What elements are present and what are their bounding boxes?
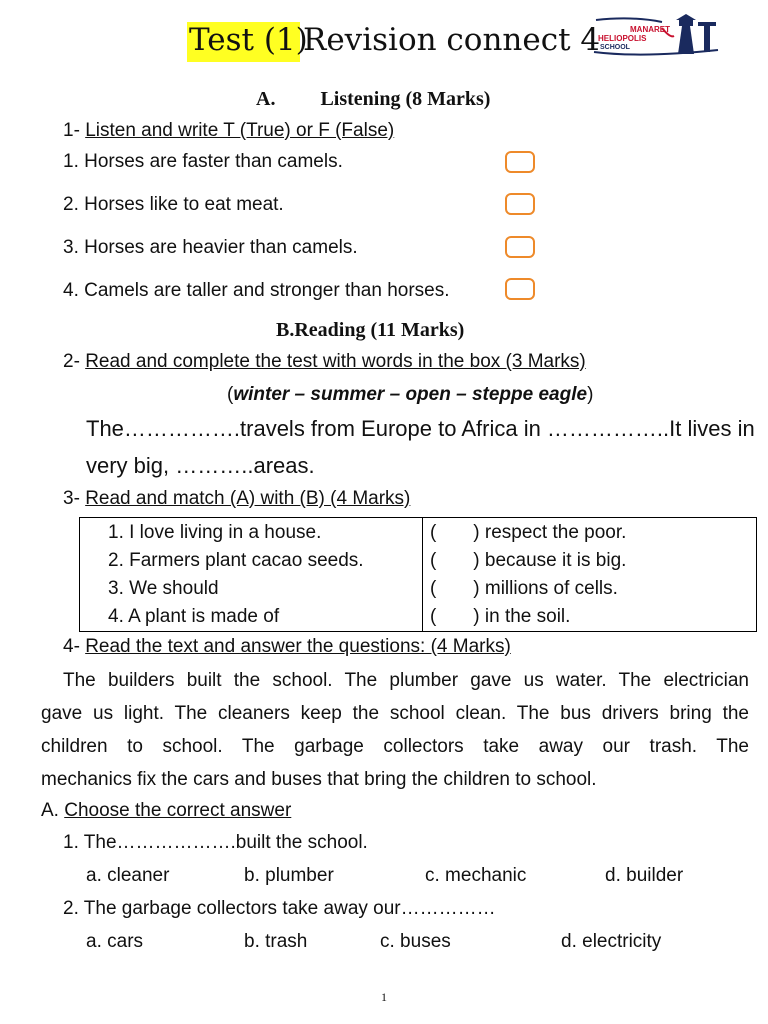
answer-box-4[interactable] — [505, 278, 535, 300]
passage-line: children to school. The garbage collectors take away our trash. The — [41, 736, 749, 757]
answer-box-1[interactable] — [505, 151, 535, 173]
match-b-item[interactable]: ( ) millions of cells. — [430, 578, 618, 599]
word-box-words: winter – summer – open – steppe eagle — [233, 384, 588, 405]
match-a-item: 1. I love living in a house. — [108, 522, 322, 543]
passage-line: gave us light. The cleaners keep the school clean. The bus drivers bring the — [41, 703, 749, 724]
mcq-question-1: 1. The……………….built the school. — [63, 832, 368, 853]
mcq-question-2: 2. The garbage collectors take away our…………… — [63, 898, 496, 919]
match-b-item[interactable]: ( ) because it is big. — [430, 550, 627, 571]
listening-heading-text: Listening (8 Marks) — [320, 88, 491, 110]
match-table — [79, 517, 757, 632]
school-logo — [592, 14, 722, 58]
mcq-option[interactable]: b. trash — [244, 931, 308, 952]
mcq-option[interactable]: b. plumber — [244, 865, 334, 886]
reading-heading: B.Reading (11 Marks) — [276, 319, 465, 341]
title-revision-label: Revision connect 4 — [303, 22, 601, 58]
match-table-divider — [422, 518, 423, 631]
match-a-item: 3. We should — [108, 578, 219, 599]
question-2-instruction — [63, 351, 586, 373]
question-3-instruction — [63, 488, 410, 510]
listening-heading-letter: A. — [256, 88, 276, 110]
question-1-instruction — [63, 120, 394, 142]
part-a-text: Choose the correct answer — [64, 800, 292, 821]
answer-box-3[interactable] — [505, 236, 535, 258]
fill-paragraph-line-2: very big, ………..areas. — [86, 453, 315, 478]
listening-heading — [256, 88, 490, 111]
match-a-item: 4. A plant is made of — [108, 606, 280, 627]
reading-passage — [41, 664, 749, 796]
passage-line: mechanics fix the cars and buses that bring the children to school. — [41, 769, 597, 790]
page-number: 1 — [381, 990, 387, 1004]
question-4-instruction — [63, 636, 511, 658]
listening-item: 4. Camels are taller and stronger than horses. — [63, 280, 450, 301]
logo-text-2: HELIOPOLIS — [598, 34, 647, 43]
match-b-item[interactable]: ( ) respect the poor. — [430, 522, 627, 543]
mcq-option[interactable]: d. builder — [605, 865, 684, 886]
title-test-label: Test (1) — [189, 22, 308, 58]
mcq-option[interactable]: a. cars — [86, 931, 144, 952]
school-logo-graphic — [592, 14, 722, 58]
question-1-number: 1- — [63, 120, 80, 141]
listening-item: 3. Horses are heavier than camels. — [63, 237, 358, 258]
part-a-heading — [41, 800, 291, 822]
fill-paragraph-line-1: The…………….travels from Europe to Africa in ……………..It lives in — [86, 416, 755, 441]
listening-item: 1. Horses are faster than camels. — [63, 151, 343, 172]
mcq-option[interactable]: a. cleaner — [86, 865, 170, 886]
question-1-text: Listen and write T (True) or F (False) — [85, 120, 395, 141]
logo-text-3: SCHOOL — [600, 44, 630, 51]
mcq-option[interactable]: c. mechanic — [425, 865, 527, 886]
logo-text-1: MANARET — [630, 25, 670, 34]
mcq-option[interactable]: d. electricity — [561, 931, 662, 952]
word-box: (winter – summer – open – steppe eagle) — [227, 384, 594, 405]
question-2-text: Read and complete the test with words in the box (3 Marks) — [85, 351, 586, 372]
mcq-option[interactable]: c. buses — [380, 931, 451, 952]
listening-item: 2. Horses like to eat meat. — [63, 194, 284, 215]
part-a-letter: A. — [41, 800, 59, 821]
question-3-number: 3- — [63, 488, 80, 509]
question-2-number: 2- — [63, 351, 80, 372]
question-3-text: Read and match (A) with (B) (4 Marks) — [85, 488, 411, 509]
answer-box-2[interactable] — [505, 193, 535, 215]
match-a-item: 2. Farmers plant cacao seeds. — [108, 550, 364, 571]
passage-line: The builders built the school. The plumber gave us water. The electrician — [63, 670, 749, 691]
match-b-item[interactable]: ( ) in the soil. — [430, 606, 571, 627]
question-4-text: Read the text and answer the questions: (4 Marks) — [85, 636, 511, 657]
question-4-number: 4- — [63, 636, 80, 657]
